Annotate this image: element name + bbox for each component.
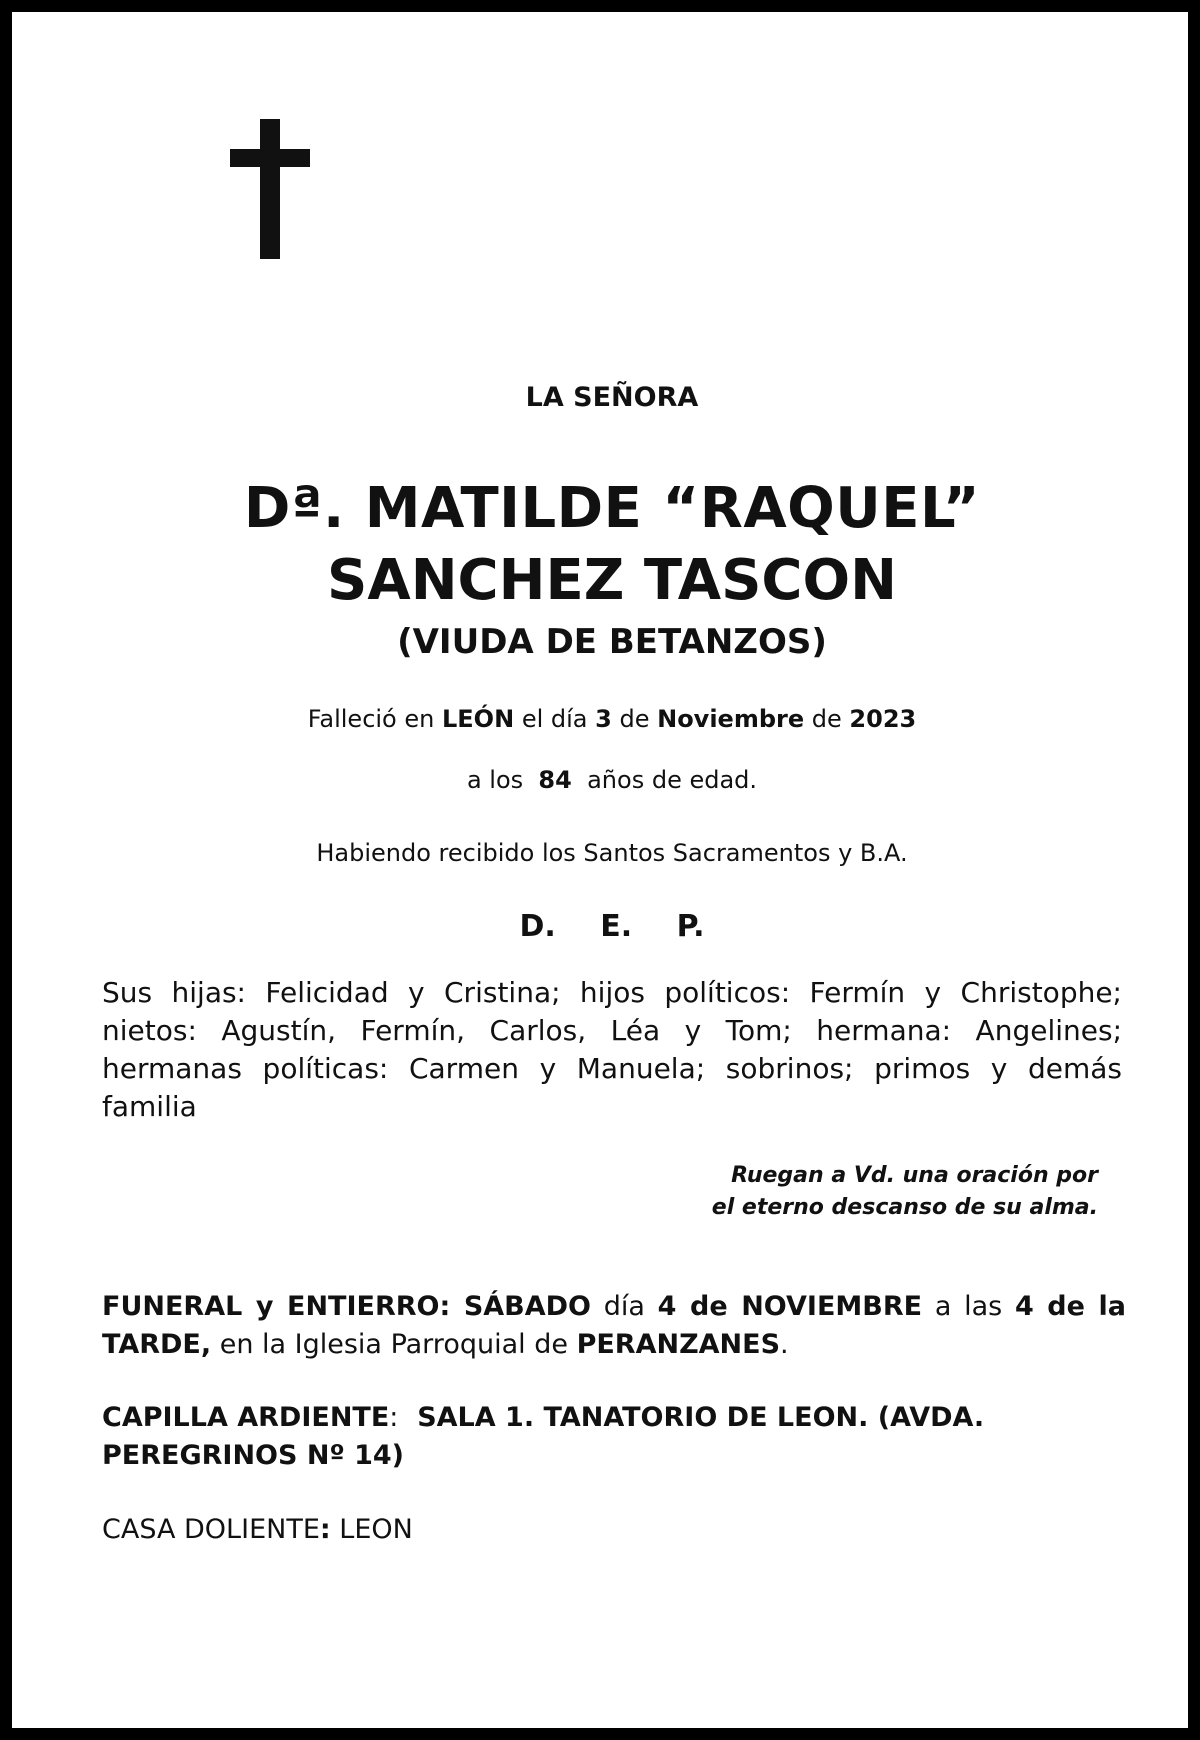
cross-icon	[230, 119, 310, 259]
funeral-dia: día	[603, 1291, 645, 1322]
death-day-label: el día	[521, 705, 588, 733]
funeral-info	[102, 1288, 1126, 1364]
name-line-2: SANCHEZ TASCON	[327, 548, 897, 613]
mourning-house-colon: :	[319, 1514, 331, 1545]
death-place: LEÓN	[441, 705, 515, 733]
death-intro: Falleció en	[307, 705, 435, 733]
chapel-value: SALA 1. TANATORIO DE LEON. (AVDA. PEREGRINOS Nº 14)	[102, 1402, 985, 1471]
age-line	[92, 766, 1132, 794]
death-line	[92, 705, 1132, 733]
death-year: 2023	[849, 705, 917, 733]
chapel-colon: :	[389, 1402, 399, 1433]
age-value: 84	[538, 766, 572, 794]
funeral-time: 4 de la TARDE,	[102, 1291, 1126, 1360]
mourning-house-value: LEON	[339, 1514, 413, 1545]
funeral-date: 4 de NOVIEMBRE	[657, 1291, 923, 1322]
prayer-line-1: Ruegan a Vd. una oración por	[731, 1163, 1098, 1188]
prayer-line-2: el eterno descanso de su alma.	[711, 1195, 1098, 1220]
mourning-house-label: CASA DOLIENTE	[102, 1514, 320, 1545]
prayer-request	[498, 1160, 1098, 1224]
mourning-house	[102, 1511, 1126, 1549]
widow-of: (VIUDA DE BETANZOS)	[397, 622, 827, 662]
chapel-info	[102, 1399, 1126, 1475]
death-day: 3	[595, 705, 612, 733]
funeral-a-las: a las	[934, 1291, 1003, 1322]
death-de-2: de	[811, 705, 842, 733]
funeral-place: PERANZANES	[576, 1329, 781, 1360]
funeral-end: .	[780, 1329, 789, 1360]
funeral-church-prefix: en la Iglesia Parroquial de	[219, 1329, 568, 1360]
family-paragraph: Sus hijas: Felicidad y Cristina; hijos políticos: Fermín y Christophe; nietos: Agustín, Fermín, Carlos, Léa y Tom; hermana: Angelines; hermanas políticas: Carmen y Manuela; sobrinos; primos y demás familia	[102, 976, 1122, 1123]
death-de-1: de	[619, 705, 650, 733]
dep-line	[92, 909, 1132, 944]
name-line-1: Dª. MATILDE “RAQUEL”	[243, 476, 981, 541]
chapel-label: CAPILLA ARDIENTE	[102, 1402, 390, 1433]
age-prefix: a los	[466, 766, 524, 794]
sacraments-line: Habiendo recibido los Santos Sacramentos y B.A.	[316, 839, 908, 867]
dep-e: E.	[600, 909, 633, 944]
dep-p: P.	[676, 909, 705, 944]
death-month: Noviembre	[657, 705, 805, 733]
age-suffix: años de edad.	[587, 766, 758, 794]
funeral-label: FUNERAL y ENTIERRO: SÁBADO	[102, 1291, 592, 1322]
dep-d: D.	[519, 909, 556, 944]
title-prefix: LA SEÑORA	[525, 382, 699, 413]
